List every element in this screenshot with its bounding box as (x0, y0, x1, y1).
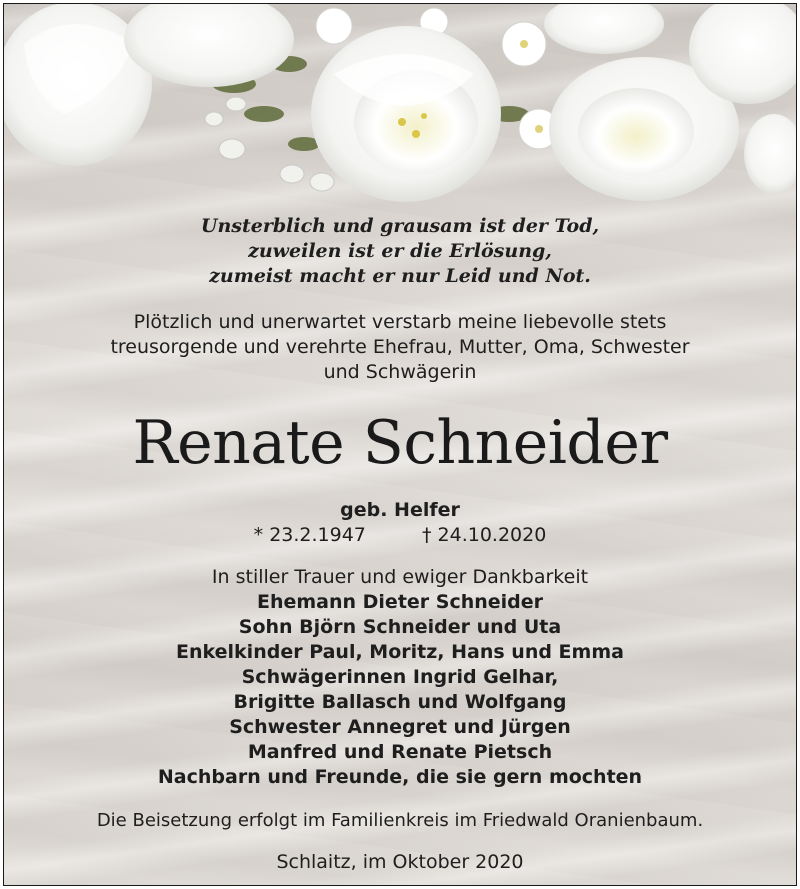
verse-line-3: zumeist macht er nur Leid und Not. (209, 265, 591, 287)
obituary-card (3, 3, 797, 886)
mourner-line: Ehemann Dieter Schneider (256, 591, 544, 613)
birth-date: * 23.2.1947 (253, 524, 366, 546)
mourner-line: Schwägerinnen Ingrid Gelhar, (241, 666, 559, 688)
mourner-line: Schwester Annegret und Jürgen (229, 716, 571, 738)
verse-line-2: zuweilen ist er die Erlösung, (248, 240, 552, 262)
mourner-line: Nachbarn und Freunde, die sie gern mochten (157, 766, 643, 788)
birth-name: geb. Helfer (340, 499, 460, 521)
mourners-intro: In stiller Trauer und ewiger Dankbarkeit (211, 566, 589, 588)
burial-note: Die Beisetzung erfolgt im Familienkreis im Friedwald Oranienbaum. (96, 810, 704, 831)
white-tulips-image (4, 4, 796, 214)
life-dates (4, 523, 796, 548)
death-date: † 24.10.2020 (422, 524, 547, 546)
mourner-line: Brigitte Ballasch und Wolfgang (233, 691, 567, 713)
mourner-line: Manfred und Renate Pietsch (247, 741, 553, 763)
deceased-name: Renate Schneider (132, 408, 668, 478)
mourner-line: Enkelkinder Paul, Moritz, Hans und Emma (176, 641, 624, 663)
place-date: Schlaitz, im Oktober 2020 (276, 851, 524, 873)
intro-line-3: und Schwägerin (323, 361, 477, 383)
intro-line-2: treusorgende und verehrte Ehefrau, Mutter, Oma, Schwester (110, 336, 690, 358)
intro-line-1: Plötzlich und unerwartet verstarb meine liebevolle stets (133, 311, 667, 333)
mourner-line: Sohn Björn Schneider und Uta (238, 616, 562, 638)
verse-line-1: Unsterblich und grausam ist der Tod, (200, 215, 600, 237)
